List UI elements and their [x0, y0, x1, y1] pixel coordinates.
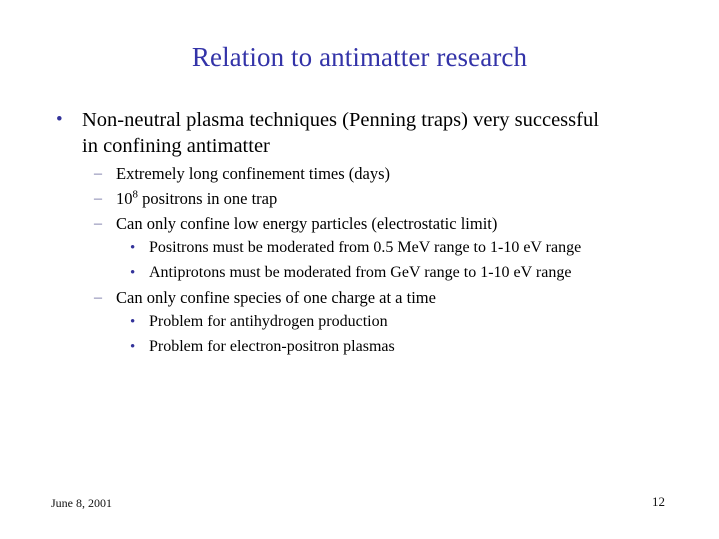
- bullet-level3-text: Problem for antihydrogen production: [149, 313, 388, 330]
- superscript-suffix: positrons in one trap: [137, 189, 278, 208]
- bullet-level2: [50, 161, 675, 186]
- slide-body: [50, 107, 675, 359]
- bullet-level3-text: Positrons must be moderated from 0.5 MeV range to 1-10 eV range: [149, 239, 582, 256]
- footer-page-number: 12: [652, 494, 665, 509]
- bullet-level2-text: [116, 186, 675, 211]
- bullet-level2-text: Extremely long confinement times (days): [116, 164, 391, 183]
- dash-marker-icon: –: [94, 215, 102, 232]
- slide-title: Relation to antimatter research: [191, 42, 528, 72]
- bullet-level3: [50, 335, 675, 360]
- bullet-level3: [50, 310, 675, 335]
- bullet-level3-text: Antiprotons must be moderated from GeV range to 1-10 eV range: [149, 263, 572, 281]
- bullet-level2-text: Can only confine low energy particles (electrostatic limit): [116, 214, 498, 233]
- bullet-level3-text: Problem for electron-positron plasmas: [149, 337, 395, 355]
- bullet-level3: [50, 261, 675, 286]
- bullet-level1-text: Non-neutral plasma techniques (Penning traps) very successful in confining antimatter: [82, 109, 599, 157]
- bullet-dot-icon: •: [56, 109, 63, 130]
- bullet-level1: [50, 107, 675, 159]
- bullet-level2: [50, 285, 675, 310]
- bullet-level2: [50, 211, 675, 236]
- dash-marker-icon: –: [94, 190, 102, 207]
- dash-marker-icon: –: [94, 289, 102, 306]
- dash-marker-icon: –: [94, 165, 102, 182]
- bullet-dot-icon: •: [130, 338, 136, 355]
- bullet-level3: [50, 236, 675, 261]
- bullet-dot-icon: •: [130, 240, 136, 256]
- bullet-dot-icon: •: [130, 264, 136, 281]
- bullet-level2-text: Can only confine species of one charge at a time: [116, 288, 436, 307]
- footer-date: June 8, 2001: [51, 496, 112, 510]
- superscript-base: 10: [116, 189, 133, 208]
- bullet-dot-icon: •: [130, 314, 136, 330]
- superscript-exponent: 8: [132, 188, 138, 201]
- bullet-level2: [50, 186, 675, 211]
